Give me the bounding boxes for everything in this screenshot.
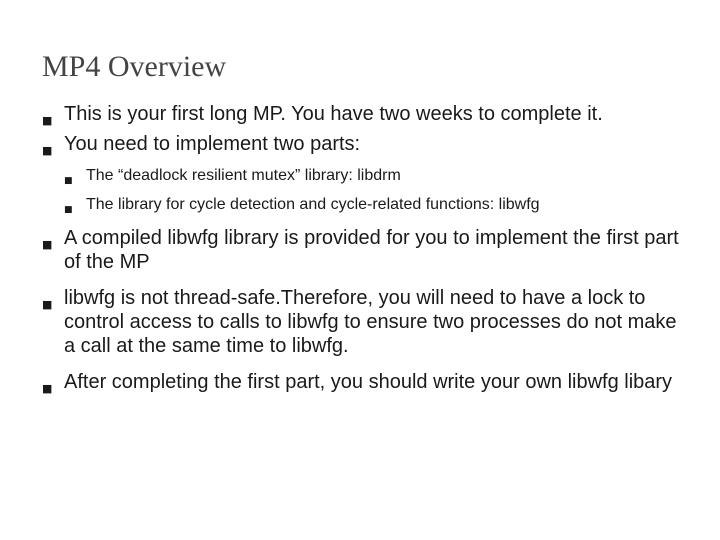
bullet-item xyxy=(42,370,692,394)
square-bullet-icon: ■ xyxy=(64,205,73,215)
bullet-item xyxy=(42,102,692,126)
square-bullet-icon: ■ xyxy=(42,238,53,251)
bullet-item xyxy=(42,132,692,156)
bullet-text: After completing the first part, you should write your own libwfg libary xyxy=(64,371,673,393)
sub-bullet-item xyxy=(64,166,684,186)
bullet-item xyxy=(42,286,692,358)
bullet-item xyxy=(42,226,692,274)
bullet-text: The library for cycle detection and cycle-related functions: libwfg xyxy=(86,196,540,213)
square-bullet-icon: ■ xyxy=(42,298,53,311)
square-bullet-icon: ■ xyxy=(42,382,53,395)
square-bullet-icon: ■ xyxy=(42,114,53,127)
bullet-text: libwfg is not thread-safe.Therefore, you will need to have a lock to control access to calls to libwfg to ensure two processes do not make a call at the same time to libwfg. xyxy=(64,287,677,357)
bullet-text: You need to implement two parts: xyxy=(64,133,361,155)
bullet-text: A compiled libwfg library is provided for you to implement the first part of the MP xyxy=(64,227,679,273)
square-bullet-icon: ■ xyxy=(42,144,53,157)
square-bullet-icon: ■ xyxy=(64,176,73,186)
sub-bullet-item xyxy=(64,195,684,215)
slide-title: MP4 Overview xyxy=(42,50,227,83)
bullet-text: The “deadlock resilient mutex” library: libdrm xyxy=(86,167,401,184)
bullet-text: This is your first long MP. You have two weeks to complete it. xyxy=(64,103,603,125)
